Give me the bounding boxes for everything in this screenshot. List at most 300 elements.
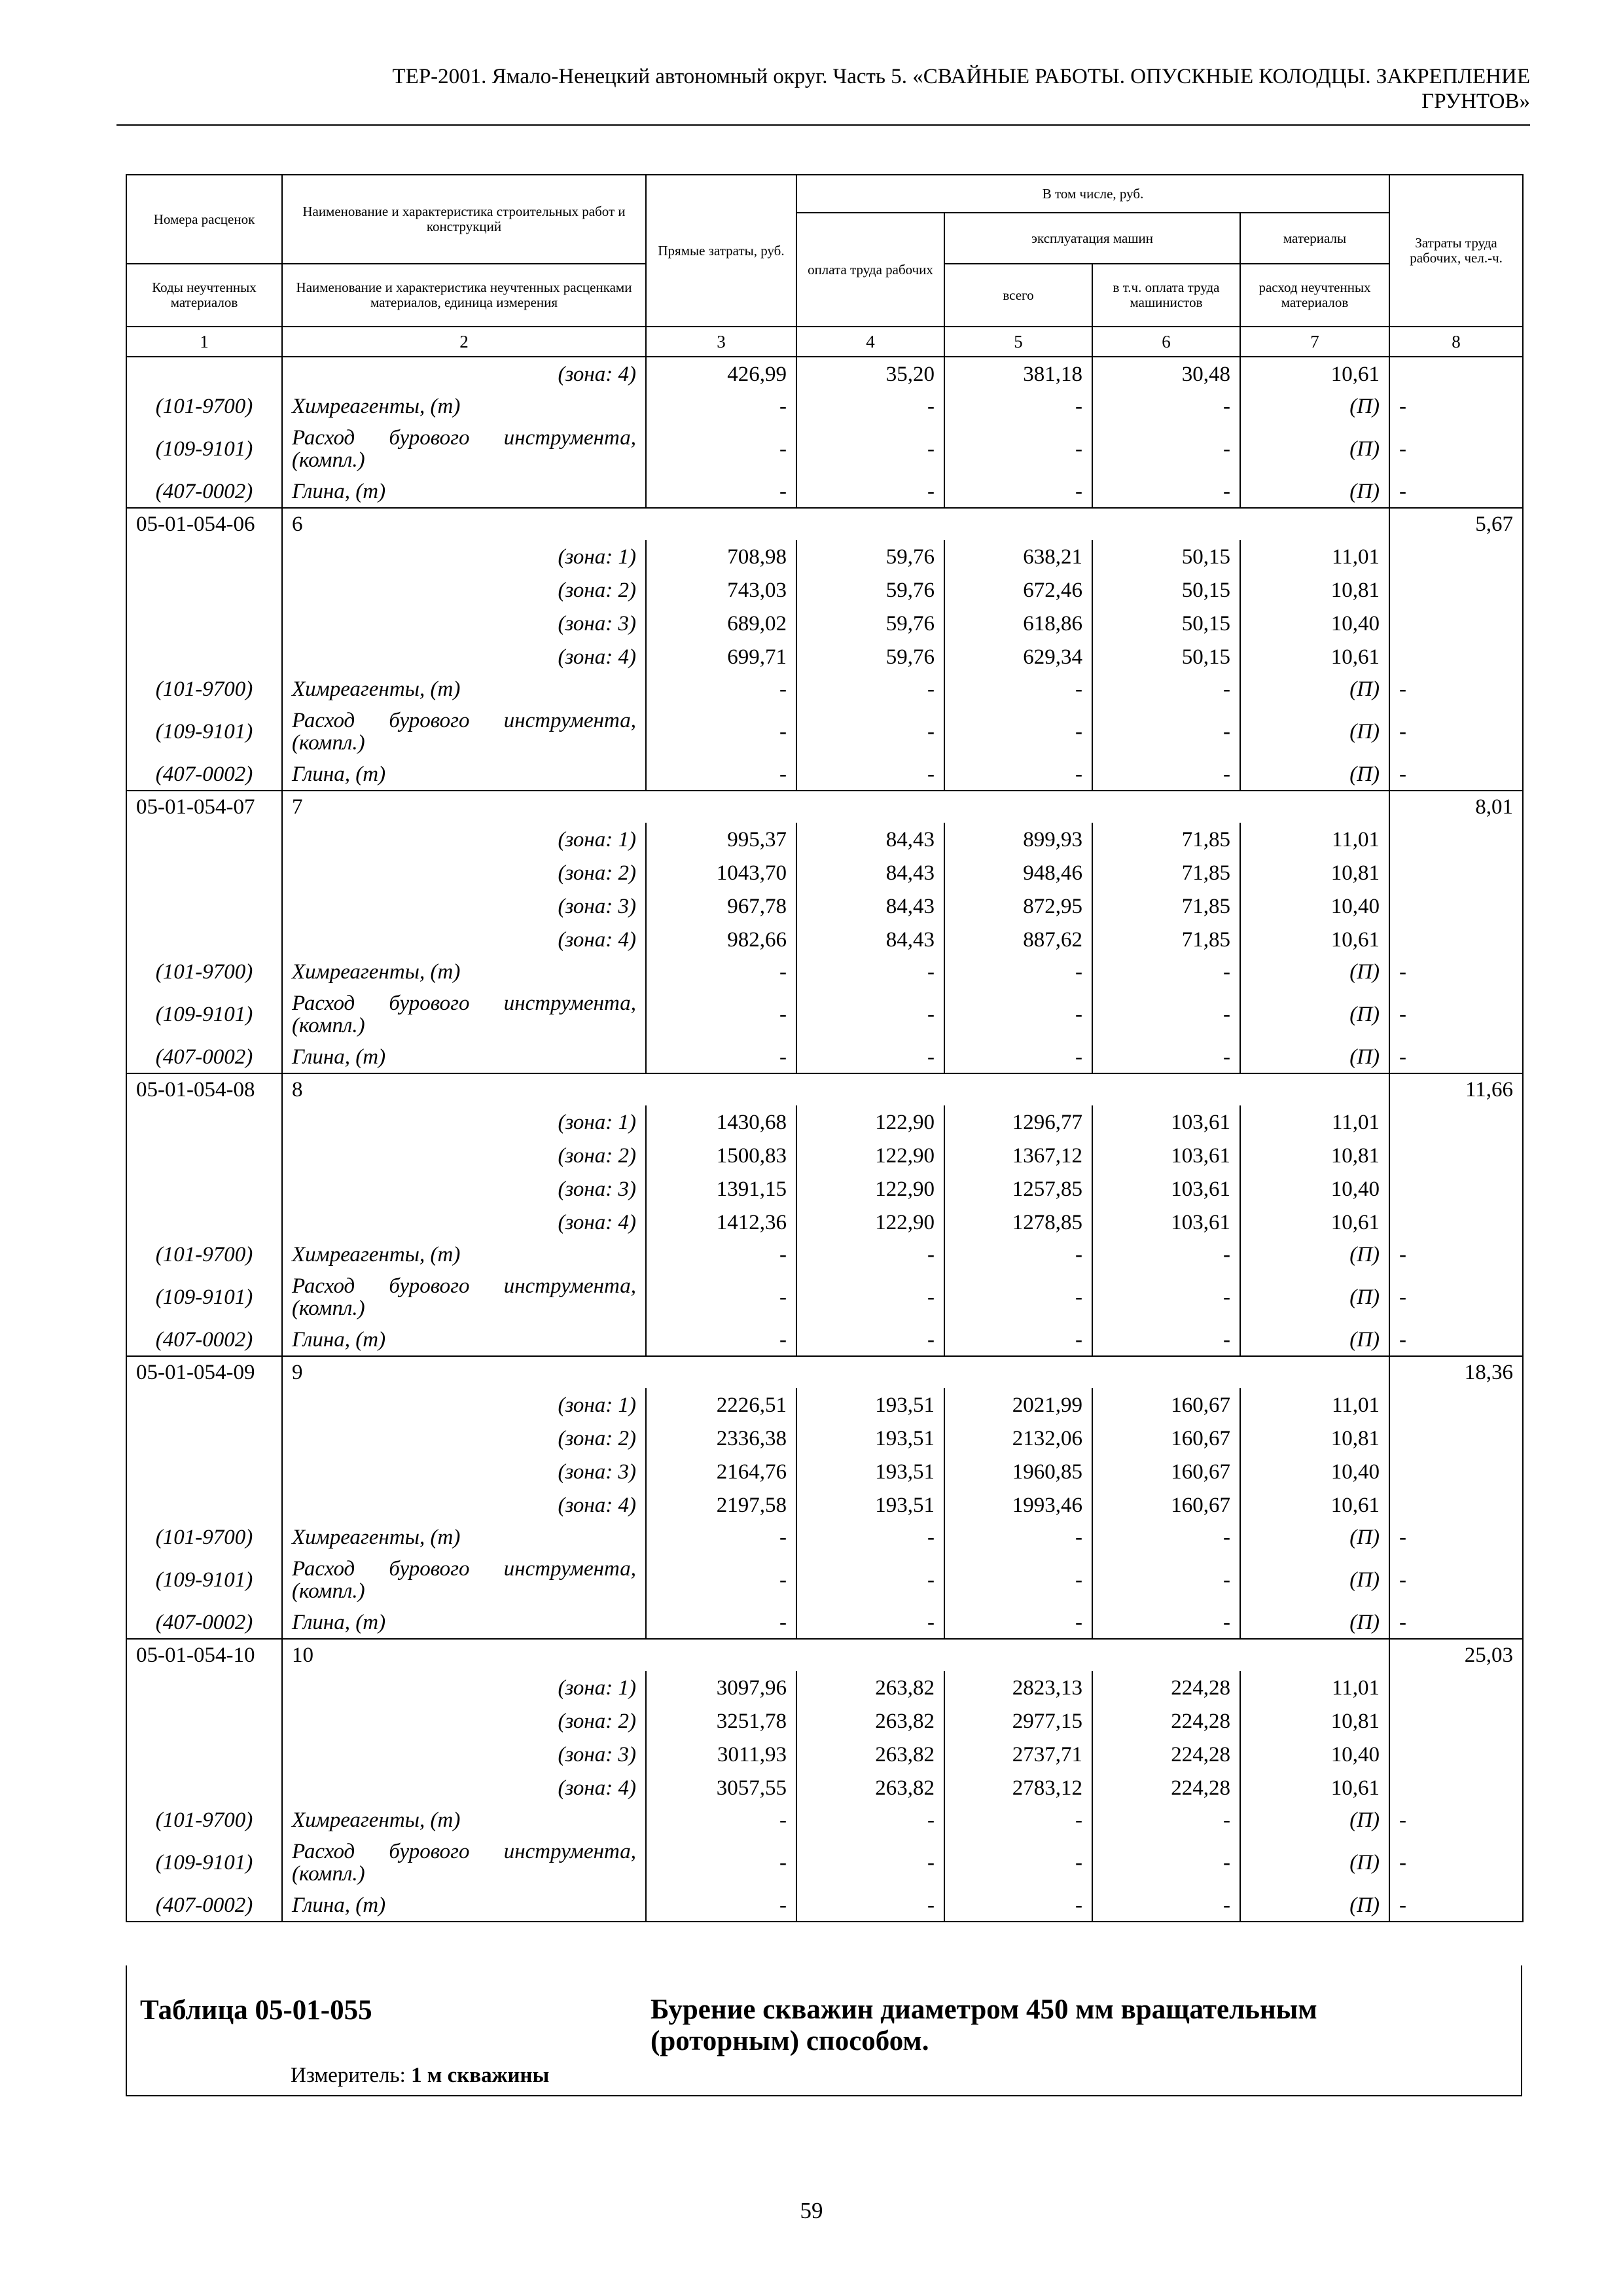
material-row (126, 1522, 1523, 1553)
material-name: Глина, (т) (282, 476, 646, 508)
dash-cell: - (944, 956, 1092, 988)
dash-cell: - (1389, 391, 1523, 422)
dash-cell: - (646, 1522, 796, 1553)
dash-cell: - (796, 1836, 944, 1890)
material-name: Глина, (т) (282, 1324, 646, 1356)
zone-row (126, 640, 1523, 673)
rate-group-row (126, 1639, 1523, 1671)
dash-cell: - (646, 1553, 796, 1607)
zone-row (126, 856, 1523, 889)
material-code: (101-9700) (126, 1522, 282, 1553)
header-rate-numbers: Номера расценок (126, 175, 282, 264)
rate-code-empty (126, 357, 282, 391)
zone-label: (зона: 1) (282, 1671, 646, 1704)
dash-cell: - (796, 1239, 944, 1270)
labor-empty (1389, 1206, 1523, 1239)
header-total: всего (944, 264, 1092, 327)
dash-cell: - (796, 705, 944, 759)
rate-code-empty (126, 640, 282, 673)
carryover-row (126, 357, 1523, 391)
labor-cost: 25,03 (1389, 1639, 1523, 1671)
driver-pay: 224,28 (1092, 1738, 1240, 1771)
driver-pay: 50,15 (1092, 607, 1240, 640)
zone-row (126, 573, 1523, 607)
dash-cell: - (796, 1041, 944, 1073)
material-row (126, 476, 1523, 508)
material-name: Расход бурового инструмента, (компл.) (282, 422, 646, 476)
dash-cell: - (646, 1836, 796, 1890)
zone-label: (зона: 4) (282, 1771, 646, 1804)
dash-cell: - (646, 705, 796, 759)
driver-pay: 50,15 (1092, 540, 1240, 573)
driver-pay: 50,15 (1092, 640, 1240, 673)
material-row (126, 956, 1523, 988)
rate-code-empty (126, 923, 282, 956)
rate-code: 05-01-054-07 (126, 791, 282, 823)
rate-code: 05-01-054-10 (126, 1639, 282, 1671)
driver-pay: 71,85 (1092, 823, 1240, 856)
dash-cell: - (646, 988, 796, 1041)
dash-cell: - (796, 1324, 944, 1356)
zone-label: (зона: 3) (282, 1738, 646, 1771)
rate-code-empty (126, 573, 282, 607)
col-number: 3 (646, 327, 796, 357)
dash-cell: - (796, 988, 944, 1041)
machine-total: 638,21 (944, 540, 1092, 573)
dash-cell: - (1092, 391, 1240, 422)
zone-label: (зона: 3) (282, 1172, 646, 1206)
rate-code-empty (126, 540, 282, 573)
material-cost: 10,81 (1240, 1139, 1389, 1172)
worker-pay: 122,90 (796, 1139, 944, 1172)
material-name: Химреагенты, (т) (282, 1804, 646, 1836)
dash-cell: - (1389, 1324, 1523, 1356)
dash-cell: - (796, 422, 944, 476)
material-code: (101-9700) (126, 673, 282, 705)
dash-cell: - (1389, 705, 1523, 759)
zone-label: (зона: 3) (282, 889, 646, 923)
col-number: 5 (944, 327, 1092, 357)
rate-name: 7 (282, 791, 1389, 823)
material-unit: (П) (1240, 759, 1389, 791)
material-code: (407-0002) (126, 1607, 282, 1639)
labor-empty (1389, 1488, 1523, 1522)
driver-pay: 224,28 (1092, 1771, 1240, 1804)
labor-empty (1389, 889, 1523, 923)
machine-total: 672,46 (944, 573, 1092, 607)
material-row (126, 1836, 1523, 1890)
rates-table (126, 174, 1524, 1922)
direct-cost: 1500,83 (646, 1139, 796, 1172)
machine-total: 2132,06 (944, 1422, 1092, 1455)
dash-cell: - (1092, 1324, 1240, 1356)
header-work-name: Наименование и характеристика строительных работ и конструкций (282, 175, 646, 264)
dash-cell: - (944, 1890, 1092, 1922)
driver-pay: 71,85 (1092, 923, 1240, 956)
rate-code: 05-01-054-06 (126, 508, 282, 540)
material-code: (407-0002) (126, 1890, 282, 1922)
zone-row (126, 923, 1523, 956)
rate-code-empty (126, 856, 282, 889)
next-table-heading (126, 1965, 1522, 2096)
zone-row (126, 540, 1523, 573)
worker-pay: 193,51 (796, 1455, 944, 1488)
dash-cell: - (1389, 673, 1523, 705)
dash-cell: - (944, 1607, 1092, 1639)
labor-empty (1389, 1704, 1523, 1738)
header-machine-use: эксплуатация машин (944, 213, 1240, 264)
material-cost: 10,61 (1240, 640, 1389, 673)
dash-cell: - (944, 1804, 1092, 1836)
driver-pay: 103,61 (1092, 1206, 1240, 1239)
zone-row (126, 889, 1523, 923)
zone-row (126, 1388, 1523, 1422)
labor-empty (1389, 823, 1523, 856)
direct-cost: 3097,96 (646, 1671, 796, 1704)
dash-cell: - (944, 391, 1092, 422)
header-material-name: Наименование и характеристика неучтенных расценками материалов, единица измерения (282, 264, 646, 327)
material-code: (109-9101) (126, 1836, 282, 1890)
dash-cell: - (646, 391, 796, 422)
material-cost: 10,61 (1240, 1488, 1389, 1522)
labor-cost: 11,66 (1389, 1073, 1523, 1105)
dash-cell: - (1389, 476, 1523, 508)
worker-pay: 263,82 (796, 1738, 944, 1771)
dash-cell: - (796, 1553, 944, 1607)
col-number: 1 (126, 327, 282, 357)
material-unit: (П) (1240, 1890, 1389, 1922)
labor-empty (1389, 357, 1523, 391)
zone-row (126, 1105, 1523, 1139)
zone-row (126, 823, 1523, 856)
worker-pay: 122,90 (796, 1172, 944, 1206)
zone-row (126, 1206, 1523, 1239)
material-name: Химреагенты, (т) (282, 391, 646, 422)
rate-code-empty (126, 1139, 282, 1172)
header-materials: материалы (1240, 213, 1389, 264)
worker-pay: 122,90 (796, 1206, 944, 1239)
worker-pay: 122,90 (796, 1105, 944, 1139)
rate-code-empty (126, 1771, 282, 1804)
dash-cell: - (1092, 673, 1240, 705)
worker-pay: 263,82 (796, 1704, 944, 1738)
driver-pay: 30,48 (1092, 357, 1240, 391)
rate-group-row (126, 1356, 1523, 1388)
material-row (126, 673, 1523, 705)
driver-pay: 71,85 (1092, 889, 1240, 923)
direct-cost: 995,37 (646, 823, 796, 856)
direct-cost: 3011,93 (646, 1738, 796, 1771)
direct-cost: 1430,68 (646, 1105, 796, 1139)
material-code: (407-0002) (126, 759, 282, 791)
material-row (126, 1270, 1523, 1324)
driver-pay: 71,85 (1092, 856, 1240, 889)
dash-cell: - (944, 1553, 1092, 1607)
dash-cell: - (944, 705, 1092, 759)
dash-cell: - (646, 422, 796, 476)
zone-label: (зона: 2) (282, 573, 646, 607)
material-code: (109-9101) (126, 988, 282, 1041)
material-unit: (П) (1240, 705, 1389, 759)
material-cost: 10,81 (1240, 856, 1389, 889)
zone-row (126, 1422, 1523, 1455)
rate-code-empty (126, 1704, 282, 1738)
driver-pay: 103,61 (1092, 1105, 1240, 1139)
machine-total: 629,34 (944, 640, 1092, 673)
zone-row (126, 1455, 1523, 1488)
material-name: Расход бурового инструмента, (компл.) (282, 1836, 646, 1890)
material-name: Расход бурового инструмента, (компл.) (282, 1553, 646, 1607)
zone-label: (зона: 3) (282, 1455, 646, 1488)
material-unit: (П) (1240, 1553, 1389, 1607)
material-name: Глина, (т) (282, 1607, 646, 1639)
material-row (126, 1890, 1523, 1922)
labor-empty (1389, 1172, 1523, 1206)
dash-cell: - (646, 1324, 796, 1356)
rate-code-empty (126, 1388, 282, 1422)
worker-pay: 59,76 (796, 540, 944, 573)
direct-cost: 1412,36 (646, 1206, 796, 1239)
zone-row (126, 1704, 1523, 1738)
dash-cell: - (944, 422, 1092, 476)
rate-code-empty (126, 1488, 282, 1522)
dash-cell: - (1389, 1607, 1523, 1639)
direct-cost: 3251,78 (646, 1704, 796, 1738)
dash-cell: - (1389, 1804, 1523, 1836)
dash-cell: - (1389, 1239, 1523, 1270)
dash-cell: - (1092, 1836, 1240, 1890)
dash-cell: - (646, 1607, 796, 1639)
worker-pay: 84,43 (796, 923, 944, 956)
worker-pay: 263,82 (796, 1671, 944, 1704)
machine-total: 618,86 (944, 607, 1092, 640)
driver-pay: 50,15 (1092, 573, 1240, 607)
dash-cell: - (1389, 1041, 1523, 1073)
dash-cell: - (796, 1804, 944, 1836)
machine-total: 2737,71 (944, 1738, 1092, 1771)
labor-cost: 5,67 (1389, 508, 1523, 540)
labor-empty (1389, 856, 1523, 889)
material-name: Химреагенты, (т) (282, 956, 646, 988)
material-row (126, 1607, 1523, 1639)
driver-pay: 103,61 (1092, 1172, 1240, 1206)
zone-label: (зона: 1) (282, 540, 646, 573)
rate-code-empty (126, 1206, 282, 1239)
worker-pay: 193,51 (796, 1388, 944, 1422)
material-unit: (П) (1240, 1836, 1389, 1890)
material-unit: (П) (1240, 988, 1389, 1041)
driver-pay: 160,67 (1092, 1422, 1240, 1455)
direct-cost: 699,71 (646, 640, 796, 673)
header-driver-pay: в т.ч. оплата труда машинистов (1092, 264, 1240, 327)
material-name: Расход бурового инструмента, (компл.) (282, 988, 646, 1041)
dash-cell: - (1092, 1041, 1240, 1073)
dash-cell: - (796, 1522, 944, 1553)
material-row (126, 1324, 1523, 1356)
material-name: Глина, (т) (282, 1890, 646, 1922)
direct-cost: 689,02 (646, 607, 796, 640)
dash-cell: - (646, 1804, 796, 1836)
direct-cost: 743,03 (646, 573, 796, 607)
dash-cell: - (796, 759, 944, 791)
material-unit: (П) (1240, 1324, 1389, 1356)
direct-cost: 982,66 (646, 923, 796, 956)
direct-cost: 426,99 (646, 357, 796, 391)
dash-cell: - (646, 759, 796, 791)
machine-total: 2783,12 (944, 1771, 1092, 1804)
labor-empty (1389, 1388, 1523, 1422)
direct-cost: 1391,15 (646, 1172, 796, 1206)
material-cost: 11,01 (1240, 1105, 1389, 1139)
machine-total: 2021,99 (944, 1388, 1092, 1422)
material-row (126, 1041, 1523, 1073)
dash-cell: - (1092, 705, 1240, 759)
rate-group-row (126, 791, 1523, 823)
dash-cell: - (646, 476, 796, 508)
running-header (116, 64, 1530, 114)
labor-cost: 18,36 (1389, 1356, 1523, 1388)
header-labor: Затраты труда рабочих, чел.-ч. (1389, 175, 1523, 327)
rate-name: 8 (282, 1073, 1389, 1105)
dash-cell: - (1389, 1836, 1523, 1890)
worker-pay: 84,43 (796, 823, 944, 856)
worker-pay: 84,43 (796, 889, 944, 923)
dash-cell: - (944, 476, 1092, 508)
zone-row (126, 1671, 1523, 1704)
next-table-label: Таблица 05-01-055 (140, 1995, 372, 2026)
zone-row (126, 1172, 1523, 1206)
col-number: 7 (1240, 327, 1389, 357)
material-cost: 10,40 (1240, 607, 1389, 640)
measure-value: 1 м скважины (411, 2064, 550, 2087)
dash-cell: - (1389, 1890, 1523, 1922)
col-number: 2 (282, 327, 646, 357)
dash-cell: - (1092, 422, 1240, 476)
rate-group-row (126, 1073, 1523, 1105)
rate-group-row (126, 508, 1523, 540)
measure-unit (291, 2064, 549, 2088)
material-cost: 10,61 (1240, 923, 1389, 956)
rate-code-empty (126, 607, 282, 640)
machine-total: 1278,85 (944, 1206, 1092, 1239)
zone-label: (зона: 2) (282, 1422, 646, 1455)
zone-row (126, 1139, 1523, 1172)
machine-total: 1296,77 (944, 1105, 1092, 1139)
material-row (126, 1239, 1523, 1270)
dash-cell: - (1389, 1270, 1523, 1324)
dash-cell: - (944, 673, 1092, 705)
dash-cell: - (1092, 1553, 1240, 1607)
material-cost: 11,01 (1240, 540, 1389, 573)
material-code: (407-0002) (126, 1324, 282, 1356)
rate-code: 05-01-054-09 (126, 1356, 282, 1388)
zone-label: (зона: 2) (282, 856, 646, 889)
zone-label: (зона: 4) (282, 1488, 646, 1522)
labor-empty (1389, 1455, 1523, 1488)
machine-total: 872,95 (944, 889, 1092, 923)
machine-total: 2823,13 (944, 1671, 1092, 1704)
material-unit: (П) (1240, 1041, 1389, 1073)
dash-cell: - (1389, 1553, 1523, 1607)
dash-cell: - (944, 759, 1092, 791)
material-unit: (П) (1240, 1522, 1389, 1553)
rate-code-empty (126, 1422, 282, 1455)
dash-cell: - (944, 1836, 1092, 1890)
material-cost: 10,40 (1240, 1455, 1389, 1488)
rate-code-empty (126, 823, 282, 856)
machine-total: 1257,85 (944, 1172, 1092, 1206)
col-number: 6 (1092, 327, 1240, 357)
material-row (126, 1804, 1523, 1836)
material-cost: 10,61 (1240, 357, 1389, 391)
col-number: 4 (796, 327, 944, 357)
machine-total: 1367,12 (944, 1139, 1092, 1172)
worker-pay: 35,20 (796, 357, 944, 391)
driver-pay: 103,61 (1092, 1139, 1240, 1172)
dash-cell: - (1092, 1239, 1240, 1270)
labor-empty (1389, 540, 1523, 573)
dash-cell: - (1389, 956, 1523, 988)
zone-row (126, 1771, 1523, 1804)
labor-empty (1389, 1139, 1523, 1172)
direct-cost: 2197,58 (646, 1488, 796, 1522)
dash-cell: - (1092, 759, 1240, 791)
material-cost: 10,81 (1240, 1704, 1389, 1738)
next-table-title: Бурение скважин диаметром 450 мм вращательным (роторным) способом. (651, 1994, 1317, 2056)
direct-cost: 2336,38 (646, 1422, 796, 1455)
material-code: (109-9101) (126, 422, 282, 476)
material-code: (101-9700) (126, 1239, 282, 1270)
material-unit: (П) (1240, 1607, 1389, 1639)
zone-label: (зона: 1) (282, 823, 646, 856)
material-name: Химреагенты, (т) (282, 673, 646, 705)
dash-cell: - (646, 673, 796, 705)
col-number: 8 (1389, 327, 1523, 357)
dash-cell: - (1092, 1522, 1240, 1553)
zone-label: (зона: 4) (282, 923, 646, 956)
zone-label: (зона: 4) (282, 357, 646, 391)
direct-cost: 2164,76 (646, 1455, 796, 1488)
material-name: Расход бурового инструмента, (компл.) (282, 1270, 646, 1324)
zone-label: (зона: 2) (282, 1704, 646, 1738)
material-name: Химреагенты, (т) (282, 1239, 646, 1270)
header-rule (116, 124, 1530, 126)
driver-pay: 160,67 (1092, 1488, 1240, 1522)
dash-cell: - (944, 1270, 1092, 1324)
rate-name: 6 (282, 508, 1389, 540)
rate-code-empty (126, 1738, 282, 1771)
direct-cost: 2226,51 (646, 1388, 796, 1422)
labor-empty (1389, 1105, 1523, 1139)
material-row (126, 422, 1523, 476)
dash-cell: - (944, 1522, 1092, 1553)
measure-label: Измеритель: (291, 2064, 406, 2087)
labor-empty (1389, 1422, 1523, 1455)
material-cost: 11,01 (1240, 1671, 1389, 1704)
material-code: (407-0002) (126, 1041, 282, 1073)
material-row (126, 391, 1523, 422)
worker-pay: 263,82 (796, 1771, 944, 1804)
rate-name: 10 (282, 1639, 1389, 1671)
worker-pay: 193,51 (796, 1422, 944, 1455)
zone-label: (зона: 4) (282, 1206, 646, 1239)
dash-cell: - (646, 1239, 796, 1270)
dash-cell: - (796, 1270, 944, 1324)
material-cost: 10,40 (1240, 1738, 1389, 1771)
material-cost: 11,01 (1240, 823, 1389, 856)
labor-empty (1389, 607, 1523, 640)
machine-total: 2977,15 (944, 1704, 1092, 1738)
